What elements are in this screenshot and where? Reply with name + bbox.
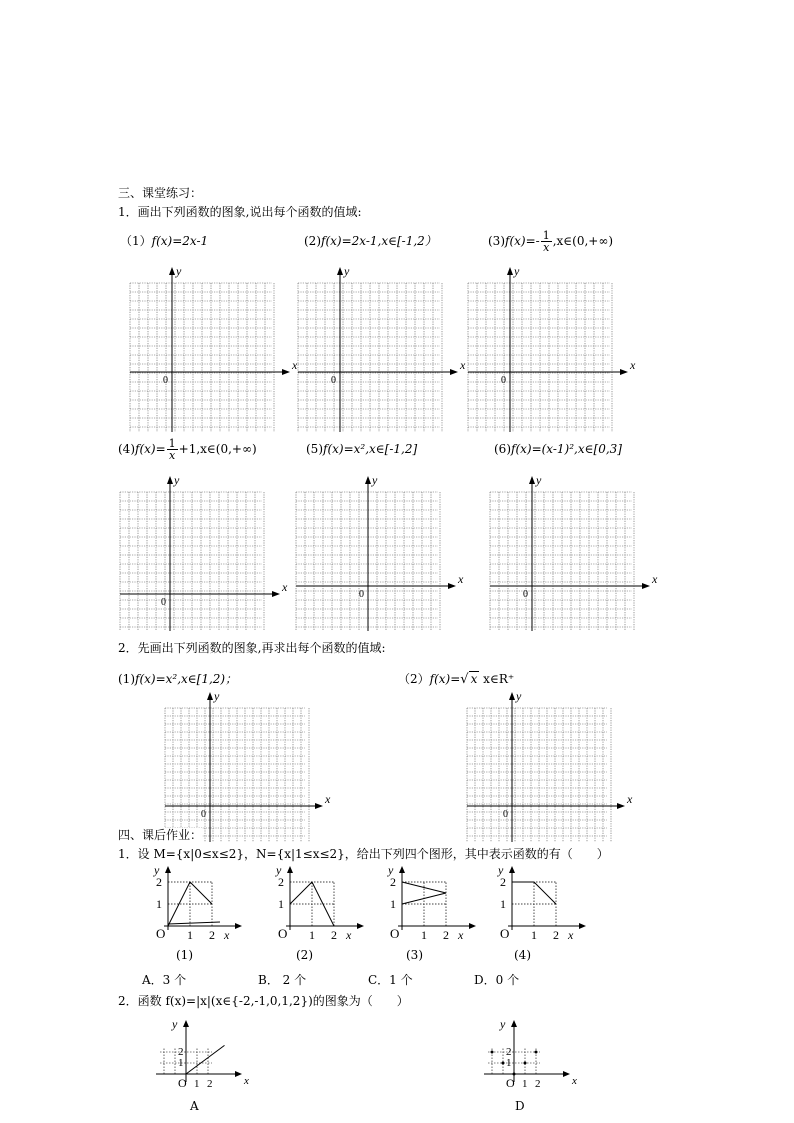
x-axis-arrow [235,1071,242,1077]
tick-1-x: 1 [187,928,193,942]
tick-1-x: 1 [522,1078,528,1090]
origin-label: 0 [331,375,336,386]
tick-2-x: 2 [207,1078,213,1090]
axes [153,863,242,942]
graph-point [524,1062,527,1065]
hw-graph-2[interactable] [262,863,372,946]
hw-question-2-text: 2．函数 f(x)=|x|(x∈{-2,-1,0,1,2})的图象为（ ） [118,994,409,1008]
grid-3[interactable] [466,265,636,440]
x-axis-arrow [448,583,456,589]
tick-1-y: 1 [178,1057,184,1069]
y-axis-arrow [509,866,515,873]
y-axis-label: y [498,863,504,877]
origin-label: O [500,926,510,941]
hw-question-1-text: 1．设 M={x|0≤x≤2}，N={x|1≤x≤2}，给出下列四个图形，其中表示函数的有（ ） [118,847,609,861]
tick-1-y: 1 [390,897,396,911]
hw-graph-3[interactable] [374,863,484,946]
y-axis-label: y [500,1017,506,1031]
origin-label: 0 [503,809,508,820]
x-axis-arrow [620,369,628,375]
answer-label-d: D [515,1099,525,1113]
x-axis-label: x [568,928,574,942]
tick-2-y: 2 [178,1046,184,1058]
x-axis-label: x [460,358,466,372]
tick-1-y: 1 [278,897,284,911]
q1-item-4: (4)f(x)= $\frac{1}{x}$ +1,x∈(0,+∞) [118,437,257,462]
graph-point [535,1051,538,1054]
answer-graph-d[interactable] [478,1016,577,1096]
grid-2[interactable] [296,265,466,440]
graph-point [513,1073,516,1076]
tick-2-x: 2 [331,928,337,942]
q1-item-6: (6)f(x)=(x-1)²,x∈[0,3] [494,442,622,456]
tick-1-y: 1 [156,897,162,911]
y-axis-arrow [165,866,171,873]
y-axis-arrow [507,267,513,275]
x-axis-arrow [272,591,280,597]
y-axis-arrow [509,692,515,700]
axes [275,863,364,942]
x-axis-arrow [642,583,650,589]
grid-lines [467,689,633,842]
x-axis-label: x [630,358,636,372]
x-axis-label: x [458,928,464,942]
q1-item-3: (3)f(x)=- $\frac{1}{x}$ ,x∈(0,+∞) [488,229,614,254]
x-axis-label: x [572,1075,577,1087]
x-axis-label: x [652,572,658,586]
y-axis-label: y [276,863,282,877]
x-axis-arrow [357,923,364,929]
tick-2-x: 2 [443,928,449,942]
option-b[interactable]: B． 2 个 [258,973,307,987]
y-axis-arrow [169,267,175,275]
hw-graph-label-4: (4) [514,948,531,962]
y-axis-arrow [183,1020,189,1027]
graph-point [502,1062,505,1065]
y-axis-label: y [536,473,542,487]
q2-item-2: （2）f(x)=√ x x∈R⁺ [398,672,515,687]
axes [484,1017,577,1090]
x-axis-arrow [563,1071,570,1077]
hw-graph-4[interactable] [484,863,594,946]
y-axis-label: y [516,689,522,703]
grid-lines [296,473,464,631]
grid-4[interactable] [118,474,288,639]
origin-label: O [178,1076,187,1090]
x-axis-arrow [469,923,476,929]
origin-label: 0 [163,375,168,386]
origin-label: 0 [501,375,506,386]
tick-1-y: 1 [500,897,506,911]
x-axis-label: x [244,1075,249,1087]
grid-lines [490,473,658,631]
hw-graph-label-3: (3) [406,948,423,962]
q1-item-5: (5)f(x)=x²,x∈[-1,2] [306,442,418,456]
x-axis-label: x [458,572,464,586]
x-axis-arrow [282,369,290,375]
y-axis-arrow [287,866,293,873]
tick-2-y: 2 [390,875,396,889]
q1-item-1: （1）f(x)=2x-1 [120,234,209,248]
x-axis-label: x [282,580,288,594]
y-axis-label: y [176,264,182,278]
axes [497,863,586,942]
axes [387,863,476,942]
origin-label: 0 [201,809,206,820]
grid-lines [165,689,331,842]
tick-2-y: 2 [156,875,162,889]
y-axis-arrow [529,476,535,484]
answer-label-a: A [190,1099,199,1113]
q2-item-1: (1)f(x)=x²,x∈[1,2)； [118,672,238,686]
hw-graph-label-1: (1) [176,948,193,962]
y-axis-label: y [172,1017,178,1031]
grid-6[interactable] [488,474,658,639]
y-axis-arrow [337,267,343,275]
grid-5[interactable] [294,474,464,639]
y-axis-arrow [399,866,405,873]
x-axis-label: x [292,358,298,372]
y-axis-label: y [174,473,180,487]
answer-graph-a[interactable] [150,1016,249,1096]
x-axis-arrow [450,369,458,375]
y-axis-arrow [365,476,371,484]
grid-q2-1[interactable] [163,690,331,850]
y-axis-label: y [344,264,350,278]
origin-label: O [506,1076,515,1090]
section-3-heading: 三、课堂练习： [118,186,203,200]
grid-lines [468,264,636,432]
section-4-heading: 四、课后作业： [118,828,203,842]
origin-label: O [156,926,166,941]
q1-item-2: (2)f(x)=2x-1,x∈[-1,2） [304,234,437,248]
y-axis-label: y [388,863,394,877]
x-axis-label: x [224,928,230,942]
axes [156,1017,249,1090]
tick-2-x: 2 [535,1078,541,1090]
origin-label: O [278,926,288,941]
hw-graph-label-2: (2) [296,948,313,962]
x-axis-arrow [235,923,242,929]
grid-lines [298,264,466,432]
tick-2-x: 2 [553,928,559,942]
y-axis-label: y [514,264,520,278]
tick-2-y: 2 [500,875,506,889]
grid-lines [120,473,288,631]
question-2-text: 2．先画出下列函数的图象,再求出每个函数的值域: [118,641,386,655]
option-c[interactable]: C．1 个 [368,973,413,987]
tick-1-x: 1 [421,928,427,942]
y-axis-label: y [214,689,220,703]
question-1-text: 1．画出下列函数的图象,说出每个函数的值域: [118,205,362,219]
origin-label: 0 [359,589,364,600]
x-axis-arrow [579,923,586,929]
graph-line [186,1045,225,1074]
tick-1-x: 1 [309,928,315,942]
tick-1-y: 1 [506,1057,512,1069]
x-axis-label: x [346,928,352,942]
x-axis-label: x [325,792,331,806]
tick-1-x: 1 [194,1078,200,1090]
y-axis-label: y [372,473,378,487]
y-axis-arrow [167,476,173,484]
grid-q2-2[interactable] [465,690,633,850]
y-axis-label: y [154,863,160,877]
origin-label: 0 [523,589,528,600]
grid-lines [130,264,298,432]
option-a[interactable]: A．3 个 [142,973,187,987]
tick-2-y: 2 [506,1046,512,1058]
graph-point [491,1051,494,1054]
y-axis-arrow [511,1020,517,1027]
x-axis-arrow [617,803,625,809]
tick-1-x: 1 [531,928,537,942]
origin-label: 0 [161,597,166,608]
y-axis-arrow [207,692,213,700]
x-axis-label: x [627,792,633,806]
origin-label: O [390,926,400,941]
hw-graph-1[interactable] [140,863,250,946]
option-d[interactable]: D．0 个 [474,973,520,987]
tick-2-y: 2 [278,875,284,889]
x-axis-arrow [315,803,323,809]
grid-1[interactable] [128,265,298,440]
tick-2-x: 2 [209,928,215,942]
